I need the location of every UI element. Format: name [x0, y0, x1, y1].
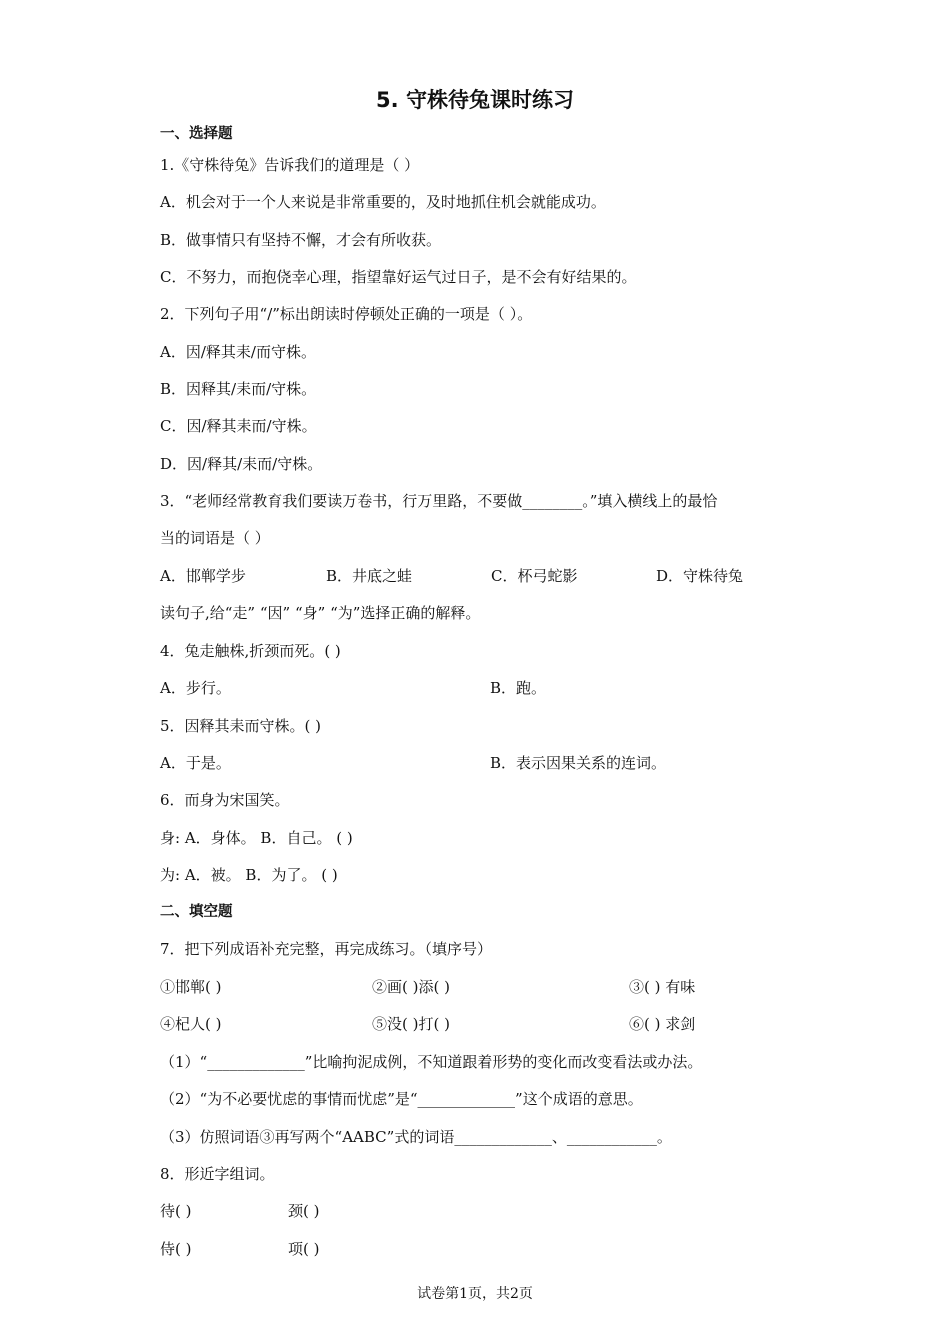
q2-option-b: B．因释其/耒而/守株。 — [160, 380, 317, 398]
q3-option-c: C．杯弓蛇影 — [491, 567, 578, 585]
page-title: 5. 守株待兔课时练习 — [376, 88, 574, 112]
q7-idiom-4: ④杞人( ) — [160, 1015, 222, 1033]
q5-option-a: A．于是。 — [160, 754, 231, 772]
page-footer: 试卷第1页，共2页 — [417, 1286, 533, 1302]
q7-part-2: （2）“为不必要忧虑的事情而忧虑”是“_____________”这个成语的意思。 — [160, 1090, 643, 1108]
q8-word-xiang: 项( ) — [288, 1240, 320, 1258]
q4-stem: 4．兔走触株,折颈而死。( ) — [160, 642, 341, 660]
q6-wei-options: 为: A．被。 B．为了。 ( ) — [160, 866, 338, 884]
q2-option-c: C．因/释其耒而/守株。 — [160, 417, 317, 435]
q5-stem: 5．因释其耒而守株。( ) — [160, 717, 322, 735]
q3-stem-line2: 当的词语是（ ） — [160, 529, 270, 547]
q1-stem: 1.《守株待兔》告诉我们的道理是（ ） — [160, 156, 420, 174]
q3-option-a: A．邯郸学步 — [160, 567, 246, 585]
q7-idiom-1: ①邯郸( ) — [160, 978, 222, 996]
section-heading-choice: 一、选择题 — [160, 126, 233, 142]
q2-stem: 2．下列句子用“/”标出朗读时停顿处正确的一项是（ ）。 — [160, 305, 533, 323]
q6-stem: 6．而身为宋国笑。 — [160, 791, 290, 809]
q2-option-d: D．因/释其/耒而/守株。 — [160, 455, 323, 473]
section-heading-fill: 二、填空题 — [160, 904, 233, 920]
q1-option-b: B．做事情只有坚持不懈，才会有所收获。 — [160, 231, 442, 249]
q3-option-d: D．守株待兔 — [656, 567, 744, 585]
q7-idiom-6: ⑥( ) 求剑 — [629, 1015, 696, 1033]
q3-option-b: B．井底之蛙 — [326, 567, 413, 585]
q4-option-b: B．跑。 — [490, 679, 547, 697]
q5-option-b: B．表示因果关系的连词。 — [490, 754, 667, 772]
q7-idiom-5: ⑤没( )打( ) — [372, 1015, 450, 1033]
q2-option-a: A．因/释其耒/而守株。 — [160, 343, 316, 361]
q3-stem-line1: 3．“老师经常教育我们要读万卷书，行万里路，不要做________。”填入横线上的最恰 — [160, 492, 718, 510]
reading-intro: 读句子,给“走” “因” “身” “为”选择正确的解释。 — [160, 604, 481, 622]
q8-word-dai: 待( ) — [160, 1202, 192, 1220]
q7-stem: 7．把下列成语补充完整，再完成练习。（填序号） — [160, 940, 493, 958]
q1-option-a: A．机会对于一个人来说是非常重要的，及时地抓住机会就能成功。 — [160, 193, 606, 211]
q4-option-a: A．步行。 — [160, 679, 231, 697]
q8-stem: 8．形近字组词。 — [160, 1165, 275, 1183]
q7-part-3: （3）仿照词语③再写两个“AABC”式的词语_____________、____________。 — [160, 1128, 672, 1146]
q7-part-1: （1）“_____________”比喻拘泥成例，不知道跟着形势的变化而改变看法或办法。 — [160, 1053, 703, 1071]
q1-option-c: C．不努力，而抱侥幸心理，指望靠好运气过日子，是不会有好结果的。 — [160, 268, 637, 286]
q8-word-jing: 颈( ) — [288, 1202, 320, 1220]
q8-word-shi: 侍( ) — [160, 1240, 192, 1258]
q7-idiom-2: ②画( )添( ) — [372, 978, 450, 996]
q7-idiom-3: ③( ) 有味 — [629, 978, 696, 996]
q6-shen-options: 身: A．身体。 B．自己。 ( ) — [160, 829, 353, 847]
